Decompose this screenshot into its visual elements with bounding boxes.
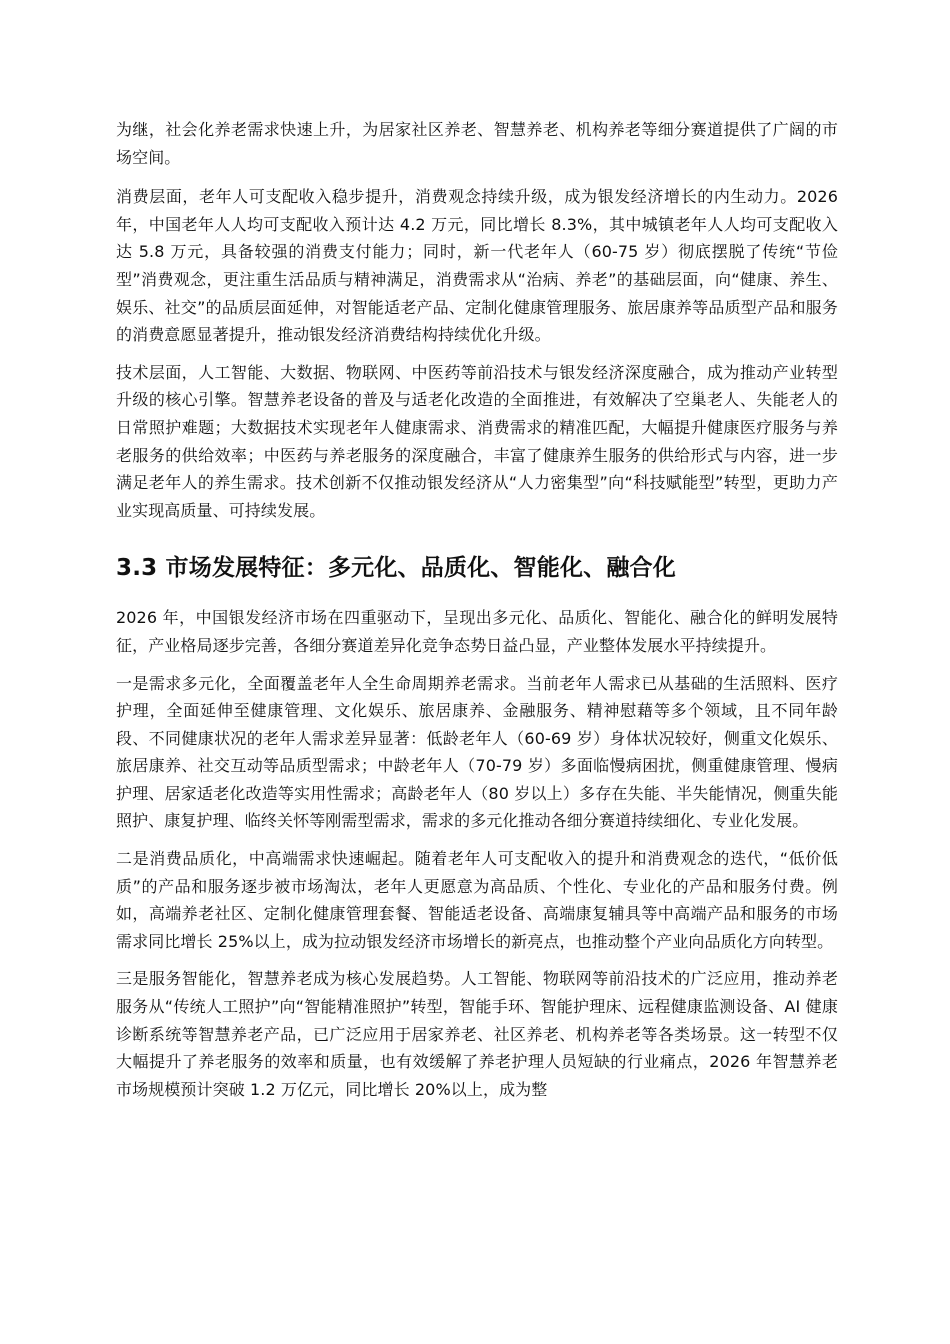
section-heading: 3.3 市场发展特征：多元化、品质化、智能化、融合化 bbox=[116, 555, 676, 582]
paragraph-continuation: 为继，社会化养老需求快速上升，为居家社区养老、智慧养老、机构养老等细分赛道提供了广阔的市场空间。 bbox=[116, 120, 838, 167]
paragraph-overview: 2026 年，中国银发经济市场在四重驱动下，呈现出多元化、品质化、智能化、融合化的鲜明发展特征，产业格局逐步完善，各细分赛道差异化竞争态势日益凸显，产业整体发展水平持续提升。 bbox=[116, 608, 838, 655]
document-page bbox=[116, 116, 838, 1113]
paragraph-consumption-quality: 二是消费品质化，中高端需求快速崛起。随着老年人可支配收入的提升和消费观念的迭代，“低价低质”的产品和服务逐步被市场淘汰，老年人更愿意为高品质、个性化、专业化的产品和服务付费。例如，高端养老社区、定制化健康管理套餐、智能适老设备、高端康复辅具等中高端产品和服务的市场需求同比增长 25%以上，成为拉动银发经济市场增长的新亮点，也推动整个产业向品质化方向转型。 bbox=[116, 849, 838, 951]
paragraph-consumption: 消费层面，老年人可支配收入稳步提升，消费观念持续升级，成为银发经济增长的内生动力。2026 年，中国老年人人均可支配收入预计达 4.2 万元，同比增长 8.3%，其中城镇老年人人均可支配收入达 5.8 万元，具备较强的消费支付能力；同时，新一代老年人（60-75 岁）彻底摆脱了传统“节俭型”消费观念，更注重生活品质与精神满足，消费需求从“治病、养老”的基础层面，向“健康、养生、娱乐、社交”的品质层面延伸，对智能适老产品、定制化健康管理服务、旅居康养等品质型产品和服务的消费意愿显著提升，推动银发经济消费结构持续优化升级。 bbox=[116, 187, 838, 345]
paragraph-technology: 技术层面，人工智能、大数据、物联网、中医药等前沿技术与银发经济深度融合，成为推动产业转型升级的核心引擎。智慧养老设备的普及与适老化改造的全面推进，有效解决了空巢老人、失能老人的日常照护难题；大数据技术实现老年人健康需求、消费需求的精准匹配，大幅提升健康医疗服务与养老服务的供给效率；中医药与养老服务的深度融合，丰富了健康养生服务的供给形式与内容，进一步满足老年人的养生需求。技术创新不仅推动银发经济从“人力密集型”向“科技赋能型”转型，更助力产业实现高质量、可持续发展。 bbox=[116, 362, 838, 520]
paragraph-service-intelligence: 三是服务智能化，智慧养老成为核心发展趋势。人工智能、物联网等前沿技术的广泛应用，推动养老服务从“传统人工照护”向“智能精准照护”转型，智能手环、智能护理床、远程健康监测设备、AI 健康诊断系统等智慧养老产品，已广泛应用于居家养老、社区养老、机构养老等各类场景。这一转型不仅大幅提升了养老服务的效率和质量，也有效缓解了养老护理人员短缺的行业痛点，2026 年智慧养老市场规模预计突破 1.2 万亿元，同比增长 20%以上，成为整 bbox=[116, 969, 838, 1099]
paragraph-demand-diversification: 一是需求多元化，全面覆盖老年人全生命周期养老需求。当前老年人需求已从基础的生活照料、医疗护理，全面延伸至健康管理、文化娱乐、旅居康养、金融服务、精神慰藉等多个领域，且不同年龄段、不同健康状况的老年人需求差异显著：低龄老年人（60-69 岁）身体状况较好，侧重文化娱乐、旅居康养、社交互动等品质型需求；中龄老年人（70-79 岁）多面临慢病困扰，侧重健康管理、慢病护理、居家适老化改造等实用性需求；高龄老年人（80 岁以上）多存在失能、半失能情况，侧重失能照护、康复护理、临终关怀等刚需型需求，需求的多元化推动各细分赛道持续细化、专业化发展。 bbox=[116, 673, 838, 831]
